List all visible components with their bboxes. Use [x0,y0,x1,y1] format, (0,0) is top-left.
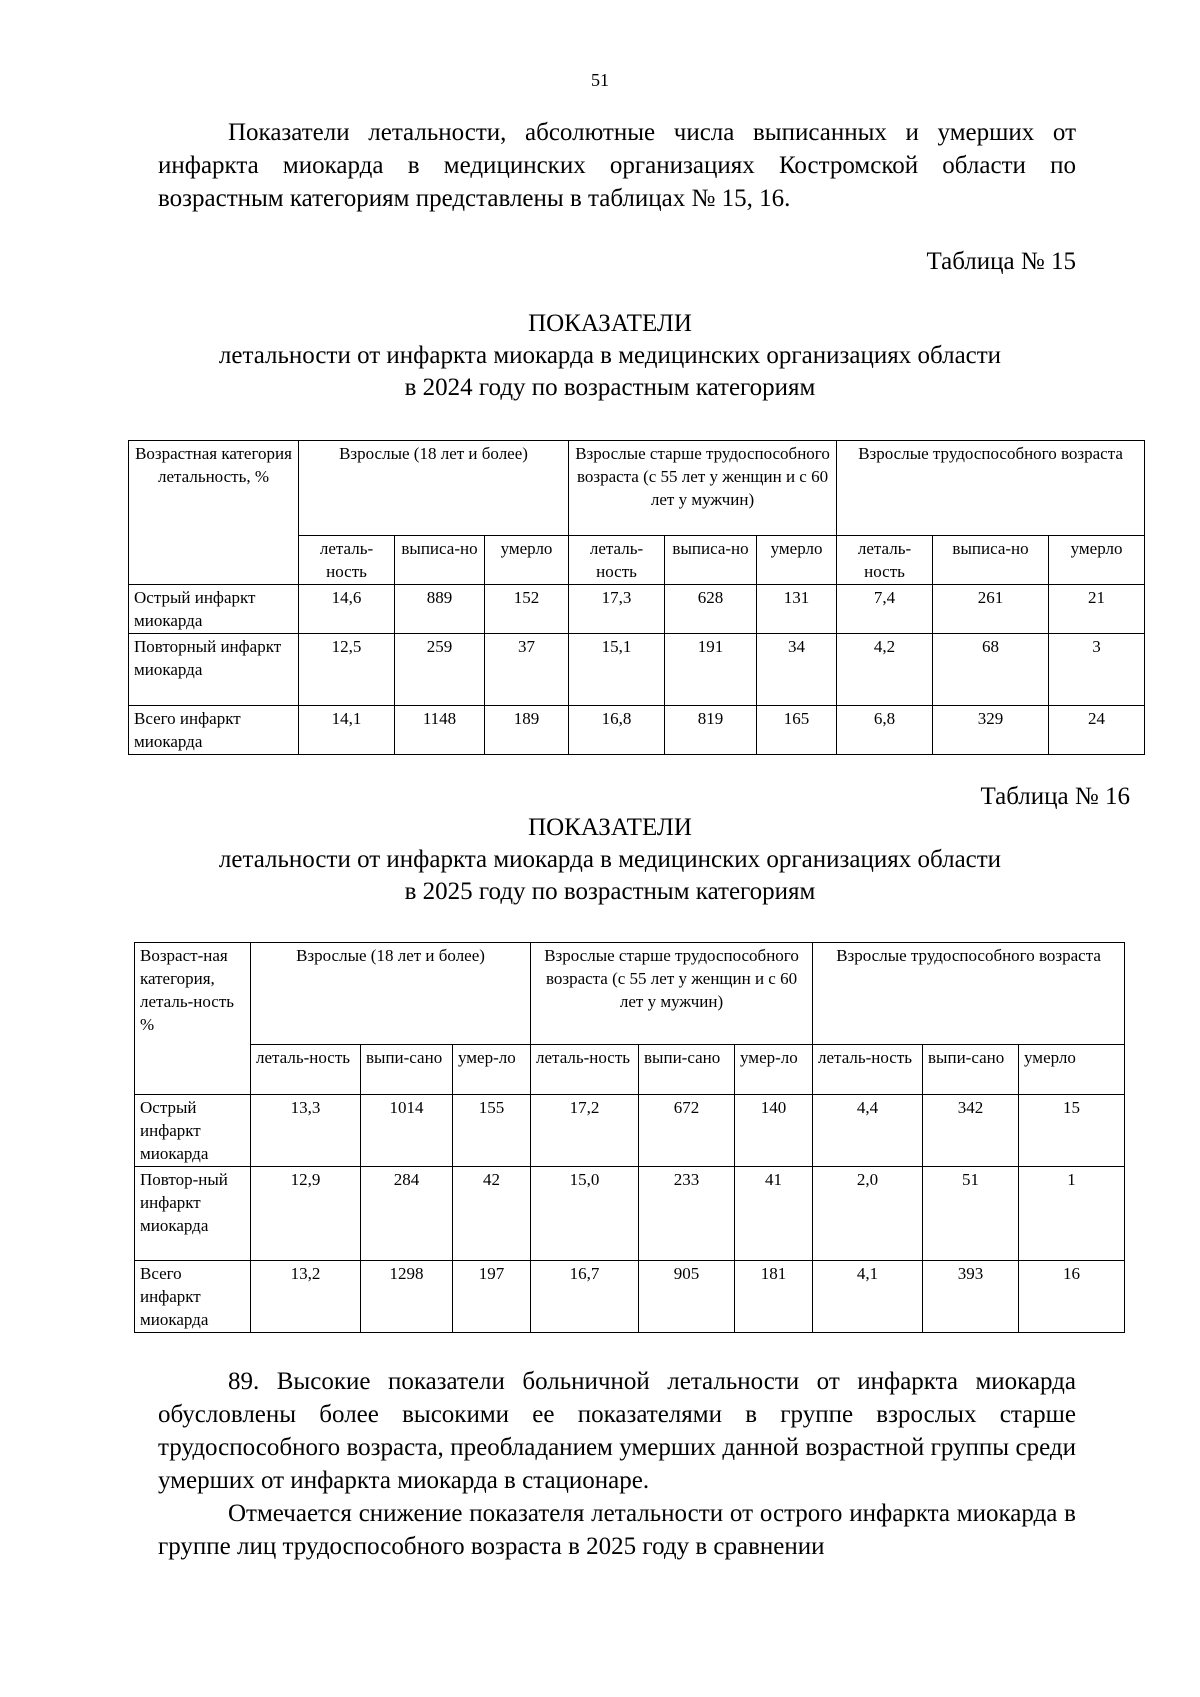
table15-title [120,308,1100,404]
cell: 1298 [361,1261,453,1333]
table15-header-group-working: Взрослые трудоспособного возраста [837,441,1145,536]
cell: 12,9 [251,1167,361,1261]
table16-title-line3: в 2025 году по возрастным категориям [404,878,816,905]
cell: 15,1 [569,634,665,706]
table16-sub-discharged: выпи-сано [639,1045,735,1095]
table-row [129,634,1145,706]
cell: 905 [639,1261,735,1333]
cell: 24 [1049,706,1145,755]
cell: 16 [1019,1261,1125,1333]
table16-sub-lethality: леталь-ность [531,1045,639,1095]
table15-sub-lethality: леталь-ность [569,536,665,585]
cell: 191 [665,634,757,706]
table15-header-category: Возрастная категория летальность, % [129,441,299,585]
cell: 12,5 [299,634,395,706]
table16-title-line1: ПОКАЗАТЕЛИ [528,814,692,841]
table16-sub-died: умер-ло [453,1045,531,1095]
cell: 7,4 [837,585,933,634]
table15-title-line2: летальности от инфаркта миокарда в медицинских организациях области [218,342,1002,369]
cell: 1148 [395,706,485,755]
cell: 165 [757,706,837,755]
cell: 6,8 [837,706,933,755]
row-label: Повтор-ный инфаркт миокарда [135,1167,251,1261]
cell: 131 [757,585,837,634]
cell: 819 [665,706,757,755]
cell: 37 [485,634,569,706]
table-row [129,585,1145,634]
table16-sub-lethality: леталь-ность [813,1045,923,1095]
table15-sub-discharged: выписа-но [665,536,757,585]
cell: 233 [639,1167,735,1261]
row-label: Всего инфаркт миокарда [135,1261,251,1333]
cell: 152 [485,585,569,634]
table16-sub-discharged: выпи-сано [923,1045,1019,1095]
cell: 155 [453,1095,531,1167]
page-number: 51 [591,70,609,90]
cell: 1 [1019,1167,1125,1261]
table16-header-group-working: Взрослые трудоспособного возраста [813,943,1125,1045]
table16-title-line2: летальности от инфаркта миокарда в медицинских организациях области [218,846,1002,873]
cell: 14,6 [299,585,395,634]
row-label: Повторный инфаркт миокарда [129,634,299,706]
cell: 42 [453,1167,531,1261]
cell: 13,3 [251,1095,361,1167]
table16 [134,942,1125,1333]
table15-sub-died: умерло [757,536,837,585]
table16-title [120,812,1100,908]
cell: 15 [1019,1095,1125,1167]
cell: 672 [639,1095,735,1167]
table15-sub-died: умерло [1049,536,1145,585]
cell: 3 [1049,634,1145,706]
cell: 17,2 [531,1095,639,1167]
cell: 181 [735,1261,813,1333]
cell: 1014 [361,1095,453,1167]
cell: 889 [395,585,485,634]
cell: 329 [933,706,1049,755]
cell: 34 [757,634,837,706]
table15-label: Таблица № 15 [926,248,1076,275]
table15-sub-discharged: выписа-но [933,536,1049,585]
table16-header-group-adults: Взрослые (18 лет и более) [251,943,531,1045]
cell: 51 [923,1167,1019,1261]
cell: 342 [923,1095,1019,1167]
cell: 15,0 [531,1167,639,1261]
paragraph-89: 89. Высокие показатели больничной летальности от инфаркта миокарда обусловлены более высокими ее показателями в группе взрослых старше трудоспособного возраста, преобладанием умерших данной возрастной группы среди умерших от инфаркта миокарда в стационаре. [158,1368,1076,1494]
cell: 41 [735,1167,813,1261]
row-label: Всего инфаркт миокарда [129,706,299,755]
table-row [135,1095,1125,1167]
cell: 4,4 [813,1095,923,1167]
cell: 284 [361,1167,453,1261]
table16-header-group-older: Взрослые старше трудоспособного возраста (с 55 лет у женщин и с 60 лет у мужчин) [531,943,813,1045]
cell: 68 [933,634,1049,706]
table15-title-line1: ПОКАЗАТЕЛИ [528,310,692,337]
table-row [135,1261,1125,1333]
cell: 140 [735,1095,813,1167]
table-row [129,706,1145,755]
paragraph-tail: Отмечается снижение показателя летальности от острого инфаркта миокарда в группе лиц трудоспособного возраста в 2025 году в сравнении [158,1500,1076,1560]
table16-header-category: Возраст-ная категория, леталь-ность % [135,943,251,1095]
cell: 259 [395,634,485,706]
cell: 2,0 [813,1167,923,1261]
table15-header-group-older: Взрослые старше трудоспособного возраста (с 55 лет у женщин и с 60 лет у мужчин) [569,441,837,536]
cell: 4,2 [837,634,933,706]
table16-sub-died-last: умерло [1019,1045,1125,1095]
table16-sub-died: умер-ло [735,1045,813,1095]
table15-header-group-adults: Взрослые (18 лет и более) [299,441,569,536]
table15-sub-lethality: леталь-ность [837,536,933,585]
cell: 21 [1049,585,1145,634]
cell: 13,2 [251,1261,361,1333]
cell: 4,1 [813,1261,923,1333]
table16-sub-discharged: выпи-сано [361,1045,453,1095]
cell: 14,1 [299,706,395,755]
table15-title-line3: в 2024 году по возрастным категориям [404,374,816,401]
table-row [135,1167,1125,1261]
table15-sub-discharged: выписа-но [395,536,485,585]
intro-paragraph: Показатели летальности, абсолютные числа выписанных и умерших от инфаркта миокарда в медицинских организациях Костромской области по возрастным категориям представлены в таблицах № 15, 16. [158,119,1076,212]
table16-label: Таблица № 16 [980,783,1130,810]
row-label: Острый инфаркт миокарда [135,1095,251,1167]
cell: 393 [923,1261,1019,1333]
row-label: Острый инфаркт миокарда [129,585,299,634]
cell: 16,7 [531,1261,639,1333]
cell: 197 [453,1261,531,1333]
cell: 261 [933,585,1049,634]
table15-sub-lethality: леталь-ность [299,536,395,585]
cell: 16,8 [569,706,665,755]
table16-sub-lethality: леталь-ность [251,1045,361,1095]
table15-sub-died: умерло [485,536,569,585]
table15 [128,440,1145,755]
cell: 628 [665,585,757,634]
cell: 189 [485,706,569,755]
cell: 17,3 [569,585,665,634]
